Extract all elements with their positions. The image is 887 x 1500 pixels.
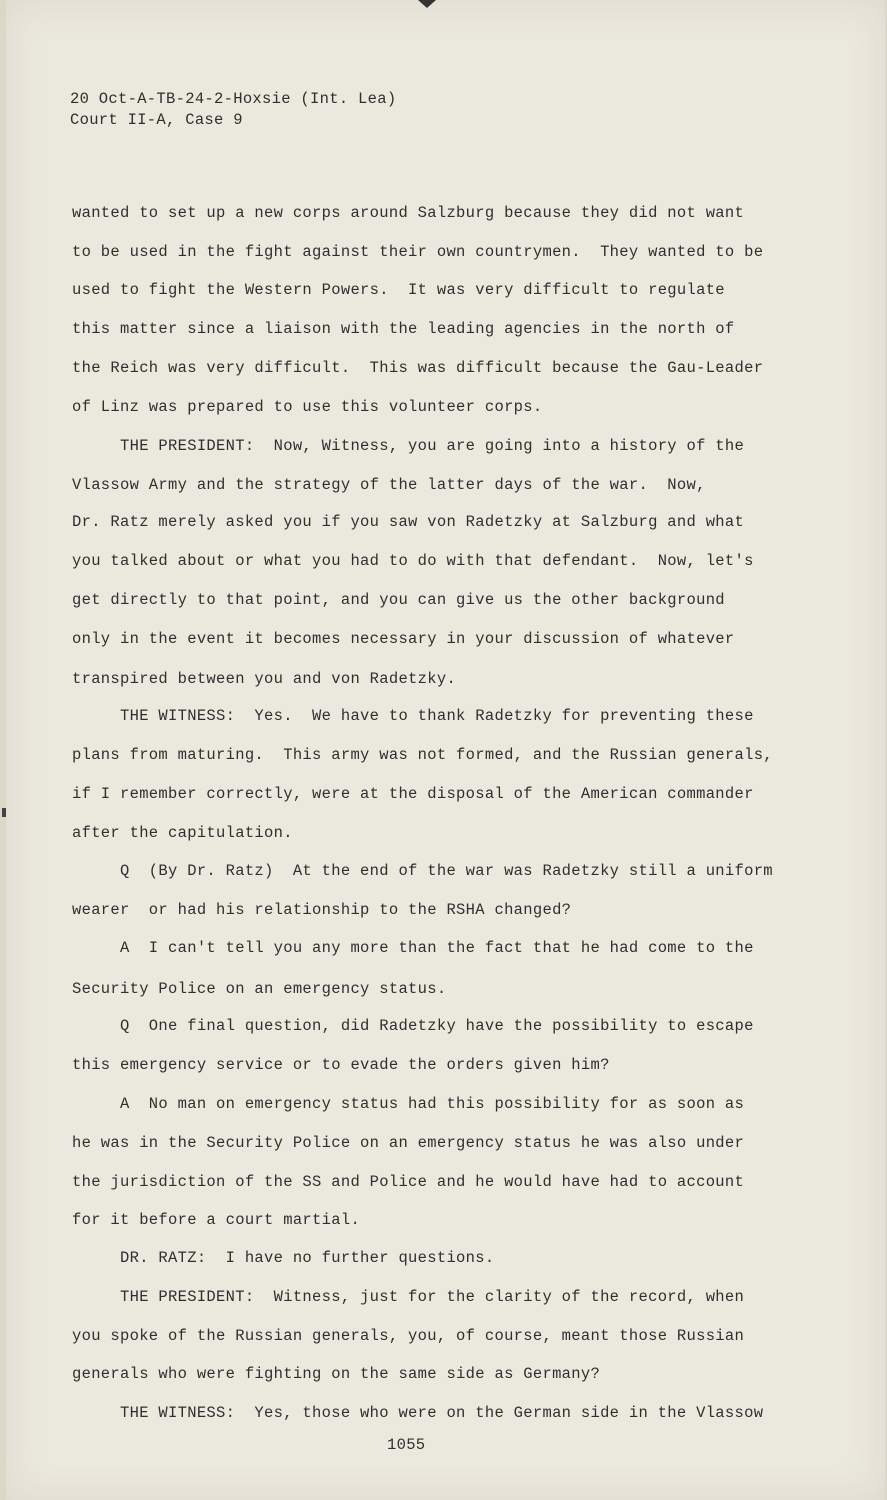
body-line: to be used in the fight against their own countrymen. They wanted to be [72, 243, 764, 261]
body-line: only in the event it becomes necessary in your discussion of whatever [72, 630, 735, 648]
body-line: the jurisdiction of the SS and Police and he would have had to account [72, 1173, 745, 1191]
body-line: the Reich was very difficult. This was difficult because the Gau-Leader [72, 359, 764, 377]
body-line: Q (By Dr. Ratz) At the end of the war was Radetzky still a uniform [72, 862, 773, 880]
body-line: transpired between you and von Radetzky. [72, 670, 457, 688]
header-line-1: 20 Oct-A-TB-24-2-Hoxsie (Int. Lea) [70, 90, 397, 108]
body-line: THE WITNESS: Yes. We have to thank Radetzky for preventing these [72, 707, 754, 725]
body-line: THE PRESIDENT: Now, Witness, you are going into a history of the [72, 437, 745, 455]
body-line: after the capitulation. [72, 824, 293, 842]
body-line: Q One final question, did Radetzky have the possibility to escape [72, 1017, 754, 1035]
body-line: THE PRESIDENT: Witness, just for the clarity of the record, when [72, 1288, 745, 1306]
body-line: THE WITNESS: Yes, those who were on the German side in the Vlassow [72, 1404, 764, 1422]
body-line: plans from maturing. This army was not formed, and the Russian generals, [72, 746, 773, 764]
margin-mark [2, 808, 6, 817]
body-line: get directly to that point, and you can give us the other background [72, 591, 725, 609]
top-edge-notch [418, 0, 436, 8]
page-number: 1055 [387, 1436, 426, 1454]
body-line: A I can't tell you any more than the fact that he had come to the [72, 939, 754, 957]
body-line: for it before a court martial. [72, 1211, 361, 1229]
body-line: if I remember correctly, were at the disposal of the American commander [72, 785, 754, 803]
body-line: this matter since a liaison with the leading agencies in the north of [72, 320, 735, 338]
body-line: generals who were fighting on the same side as Germany? [72, 1365, 601, 1383]
body-line: of Linz was prepared to use this volunteer corps. [72, 398, 543, 416]
body-line: Security Police on an emergency status. [72, 980, 447, 998]
body-line: you spoke of the Russian generals, you, of course, meant those Russian [72, 1327, 745, 1345]
body-line: Dr. Ratz merely asked you if you saw von Radetzky at Salzburg and what [72, 513, 745, 531]
body-line: Vlassow Army and the strategy of the latter days of the war. Now, [72, 476, 706, 494]
header-line-2: Court II-A, Case 9 [70, 111, 243, 129]
body-line: used to fight the Western Powers. It was very difficult to regulate [72, 281, 725, 299]
body-line: wanted to set up a new corps around Salzburg because they did not want [72, 204, 745, 222]
body-line: he was in the Security Police on an emergency status he was also under [72, 1134, 745, 1152]
body-line: DR. RATZ: I have no further questions. [72, 1249, 495, 1267]
body-line: A No man on emergency status had this possibility for as soon as [72, 1095, 745, 1113]
body-line: you talked about or what you had to do with that defendant. Now, let's [72, 552, 754, 570]
document-page [6, 0, 885, 1500]
body-line: wearer or had his relationship to the RSHA changed? [72, 901, 572, 919]
body-line: this emergency service or to evade the orders given him? [72, 1056, 610, 1074]
